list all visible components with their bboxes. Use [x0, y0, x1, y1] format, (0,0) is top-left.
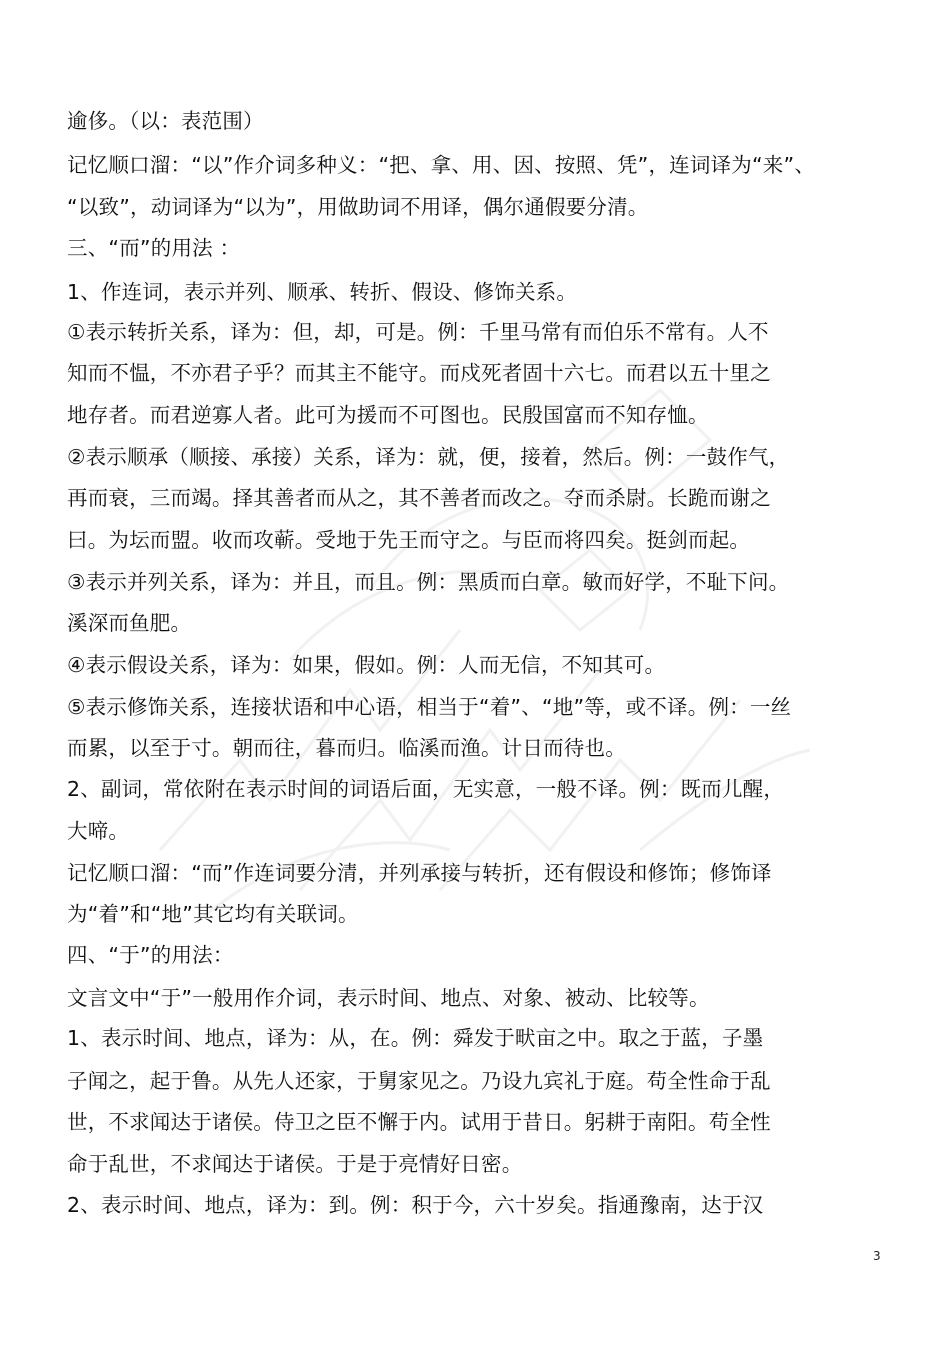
text-line-25: 世，不求闻达于诸侯。侍卫之臣不懈于内。试用于昔日。躬耕于南阳。苟全性	[67, 1110, 771, 1134]
text-line-18: 大啼。	[67, 819, 130, 843]
text-line-20: 为“着”和“地”其它均有关联词。	[67, 902, 359, 926]
page-number: 3	[873, 1249, 881, 1263]
text-line-10: 再而衰，三而竭。择其善者而从之，其不善者而改之。夺而杀尉。长跪而谢之	[67, 486, 771, 510]
text-line-2: 记忆顺口溜：“以”作介词多种义：“把、拿、用、因、按照、凭”，连词译为“来”、	[67, 153, 816, 177]
text-line-4: 三、“而”的用法 ：	[67, 236, 241, 260]
text-line-24: 子闻之，起于鲁。从先人还家，于舅家见之。乃设九宾礼于庭。苟全性命于乱	[67, 1069, 771, 1093]
text-line-12: ③表示并列关系，译为：并且，而且。例：黑质而白章。敏而好学，不耻下问。	[67, 570, 790, 594]
text-line-23: 1、表示时间、地点，译为：从，在。例：舜发于畎亩之中。取之于蓝，子墨	[67, 1026, 764, 1050]
text-line-27: 2、表示时间、地点，译为：到。例：积于今，六十岁矣。指通豫南，达于汉	[67, 1193, 764, 1217]
text-line-16: 而累，以至于寸。朝而往，暮而归。临溪而渔。计日而待也。	[67, 736, 626, 760]
text-line-3: “以致”，动词译为“以为”，用做助词不用译，偶尔通假要分清。	[67, 195, 649, 219]
text-line-21: 四、“于”的用法：	[67, 943, 234, 967]
text-line-22: 文言文中“于”一般用作介词，表示时间、地点、对象、被动、比较等。	[67, 986, 710, 1010]
text-line-14: ④表示假设关系，译为：如果，假如。例：人而无信，不知其可。	[67, 653, 666, 677]
text-line-7: 知而不愠，不亦君子乎？而其主不能守。而戍死者固十六七。而君以五十里之	[67, 361, 771, 385]
text-line-8: 地存者。而君逆寡人者。此可为援而不可图也。民殷国富而不知存恤。	[67, 403, 709, 427]
text-line-17: 2、副词，常依附在表示时间的词语后面，无实意，一般不译。例：既而儿醒，	[67, 777, 785, 801]
text-line-9: ②表示顺承（顺接、承接）关系，译为：就，便，接着，然后。例：一鼓作气，	[67, 445, 790, 469]
text-line-11: 曰。为坛而盟。收而攻蕲。受地于先王而守之。与臣而将四矣。挺剑而起。	[67, 528, 751, 552]
text-line-15: ⑤表示修饰关系，连接状语和中心语，相当于“着”、“地”等，或不译。例：一丝	[67, 695, 792, 719]
text-line-13: 溪深而鱼肥。	[67, 611, 192, 635]
text-line-26: 命于乱世，不求闻达于诸侯。于是于亮情好日密。	[67, 1152, 523, 1176]
text-line-19: 记忆顺口溜：“而”作连词要分清，并列承接与转折，还有假设和修饰；修饰译	[67, 861, 772, 885]
text-line-5: 1、作连词，表示并列、顺承、转折、假设、修饰关系。	[67, 280, 578, 304]
text-line-6: ①表示转折关系，译为：但，却，可是。例：千里马常有而伯乐不常有。人不	[67, 320, 769, 344]
text-line-1: 逾侈。（以：表范围）	[67, 109, 264, 133]
